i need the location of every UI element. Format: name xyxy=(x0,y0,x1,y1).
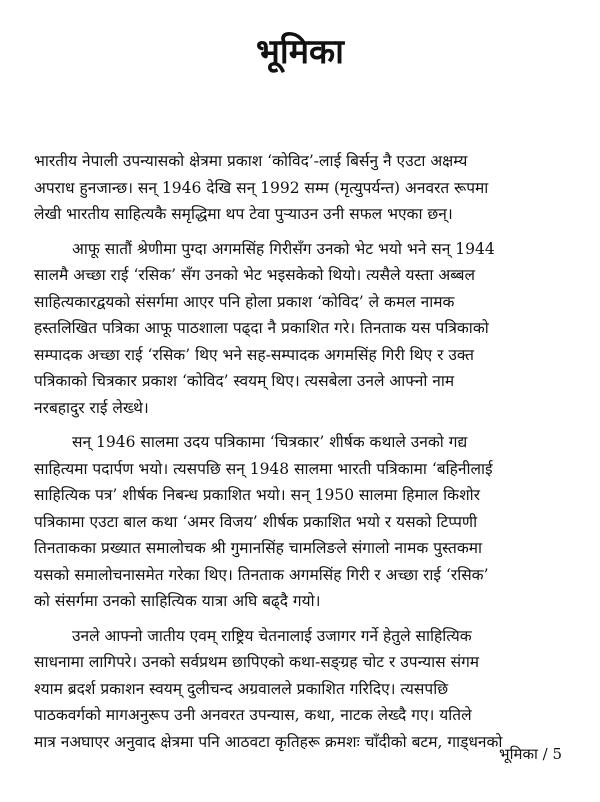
text-line: उनले आफ्नो जातीय एवम् राष्ट्रिय चेतनालाई उजागर गर्ने हेतुले साहित्यिक xyxy=(72,626,472,645)
text-line: साधनामा लागिपरे। उनको सर्वप्रथम छापिएको कथा-सङ्ग्रह चोट र उपन्यास संगम xyxy=(34,653,480,671)
paragraph-4 xyxy=(34,623,564,756)
text-line: हस्तलिखित पत्रिका आफू पाठशाला पढ्दा नै प्रकाशित गरे। तिनताक यस पत्रिकाको xyxy=(34,319,489,337)
paragraph-2 xyxy=(34,236,564,422)
text-line: आफू सातौं श्रेणीमा पुग्दा अगमसिंह गिरीसँग उनको भेट भयो भने सन् 1944 xyxy=(72,239,495,258)
text-line: श्याम ब्रदर्श प्रकाशन स्वयम् दुलीचन्द अग्रवालले प्रकाशित गरिदिए। त्यसपछि xyxy=(34,679,449,698)
text-line: यसको समालोचनासमेत गरेका थिए। तिनताक अगमसिंह गिरी र अच्छा राई ‘रसिक’ xyxy=(34,565,489,584)
text-line: मात्र नअघाएर अनुवाद क्षेत्रमा पनि आठवटा कृतिहरू क्रमशः चाँदीको बटम, गाड्धनको xyxy=(34,732,503,751)
text-line: पत्रिकामा एउटा बाल कथा ‘अमर विजय’ शीर्षक प्रकाशित भयो र यसको टिप्पणी xyxy=(34,512,478,531)
text-line: पाठकवर्गको मागअनुरूप उनी अनवरत उपन्यास, कथा, नाटक लेख्दै गए। यतिले xyxy=(34,706,472,724)
page-footer: भूमिका / 5 xyxy=(499,745,562,763)
paragraph-3 xyxy=(34,429,564,615)
text-line: को संसर्गमा उनको साहित्यिक यात्रा अघि बढ्दै गयो। xyxy=(34,592,321,610)
text-line: सन् 1946 सालमा उदय पत्रिकामा ‘चित्रकार’ शीर्षक कथाले उनको गद्य xyxy=(72,433,468,451)
text-line: तिनताकका प्रख्यात समालोचक श्री गुमानसिंह चामलिङले संगालो नामक पुस्तकमा xyxy=(34,539,483,557)
page-title: भूमिका xyxy=(256,32,344,72)
text-line: पत्रिकाको चित्रकार प्रकाश ‘कोविद’ स्वयम् थिए। त्यसबेला उनले आफ्नो नाम xyxy=(34,372,455,390)
text-line: अपराध हुनजान्छ। सन् 1946 देखि सन् 1992 सम्म (मृत्युपर्यन्त) अनवरत रूपमा xyxy=(34,178,489,197)
text-line: साहित्यकारद्वयको संसर्गमा आएर पनि होला प्रकाश ‘कोविद’ ले कमल नामक xyxy=(34,292,455,311)
body-text xyxy=(34,148,564,755)
text-line: सालमै अच्छा राई ‘रसिक’ सँग उनको भेट भइसकेको थियो। त्यसैले यस्ता अब्बल xyxy=(34,266,475,284)
text-line: भारतीय नेपाली उपन्यासको क्षेत्रमा प्रकाश ‘कोविद’-लाई बिर्सनु नै एउटा अक्षम्य xyxy=(34,152,468,170)
text-line: साहित्यमा पदार्पण भयो। त्यसपछि सन् 1948 सालमा भारती पत्रिकामा ‘बहिनीलाई xyxy=(34,459,493,478)
text-line: साहित्यिक पत्र’ शीर्षक निबन्ध प्रकाशित भयो। सन् 1950 सालमा हिमाल किशोर xyxy=(34,486,480,504)
text-line: लेखी भारतीय साहित्यकै समृद्धिमा थप टेवा पुऱ्याउन उनी सफल भएका छन्। xyxy=(34,205,453,223)
text-line: नरबहादुर राई लेख्थे। xyxy=(34,398,149,417)
text-line: सम्पादक अच्छा राई ‘रसिक’ थिए भने सह-सम्पादक अगमसिंह गिरी थिए र उक्त xyxy=(34,345,474,364)
paragraph-1 xyxy=(34,148,564,228)
